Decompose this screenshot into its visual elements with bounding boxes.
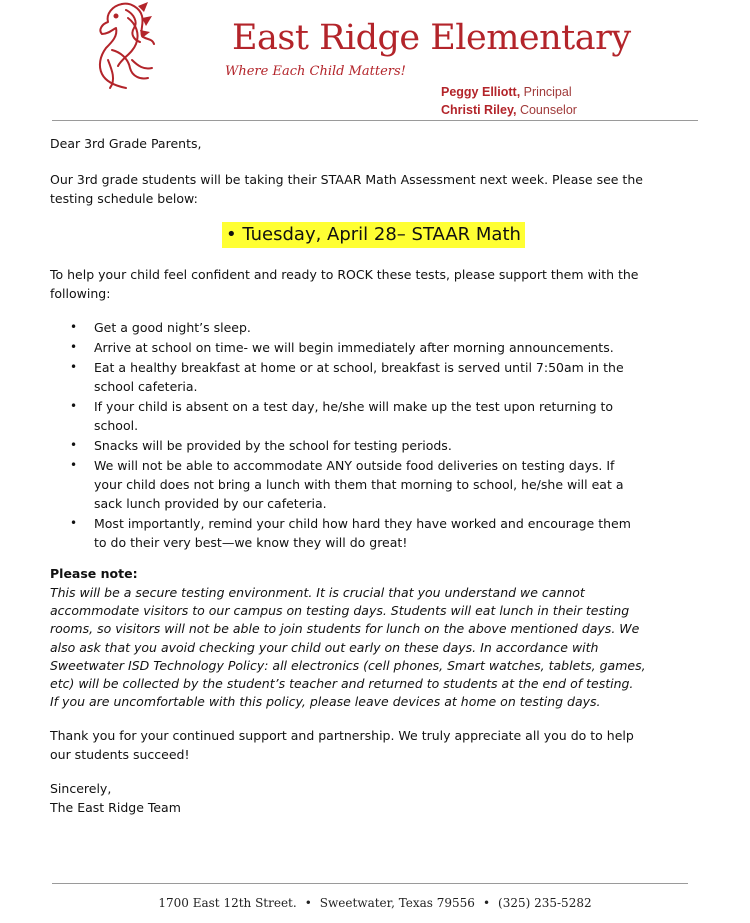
school-motto: Where Each Child Matters! [225, 64, 406, 79]
staff-role: Principal [520, 85, 572, 99]
bullet-icon: • [70, 340, 78, 354]
tip-text: Eat a healthy breakfast at home or at school, breakfast is served until 7:50am in the school cafeteria. [94, 360, 624, 394]
tip-text: Most importantly, remind your child how hard they have worked and encourage them to do their very best—we know they will do great! [94, 516, 631, 550]
footer-phone: (325) 235-5282 [498, 896, 592, 910]
list-item [50, 514, 700, 552]
staff-counselor [441, 103, 577, 117]
thanks-paragraph: Thank you for your continued support and partnership. We truly appreciate all you do to help our students succeed! [50, 728, 634, 762]
tip-text: Arrive at school on time- we will begin immediately after morning announcements. [94, 340, 614, 355]
note-heading: Please note: [50, 566, 138, 581]
list-item [50, 436, 700, 455]
list-item [50, 338, 700, 357]
staff-name: Christi Riley, [441, 103, 517, 117]
signature-block: Sincerely, The East Ridge Team [50, 781, 181, 815]
mustang-logo-icon [82, 0, 156, 92]
intro-paragraph: Our 3rd grade students will be taking their STAAR Math Assessment next week. Please see the testing schedule below: [50, 172, 643, 206]
footer-city: Sweetwater, Texas 79556 [319, 896, 475, 910]
tip-text: We will not be able to accommodate ANY outside food deliveries on testing days. If your child does not bring a lunch with them that morning to school, he/she will eat a sack lunch provided by our cafeteria. [94, 458, 624, 511]
schedule-highlight [222, 222, 525, 248]
schedule-item [222, 222, 525, 248]
greeting: Dear 3rd Grade Parents, [50, 136, 202, 151]
schedule-bullet-icon: • [226, 224, 237, 245]
staff-role: Counselor [516, 103, 577, 117]
list-item [50, 358, 700, 396]
header-divider [52, 120, 698, 121]
bullet-icon: • [70, 399, 78, 413]
separator-dot-icon: • [304, 896, 312, 910]
staff-principal [441, 85, 572, 99]
support-paragraph: To help your child feel confident and ready to ROCK these tests, please support them with the following: [50, 267, 639, 301]
staff-name: Peggy Elliott, [441, 85, 521, 99]
tips-list [50, 318, 700, 553]
bullet-icon: • [70, 320, 78, 334]
tip-text: If your child is absent on a test day, he/she will make up the test upon returning to school. [94, 399, 614, 433]
bullet-icon: • [70, 516, 78, 530]
bullet-icon: • [70, 438, 78, 452]
footer-address: 1700 East 12th Street. [158, 896, 297, 910]
list-item [50, 397, 700, 435]
school-name: East Ridge Elementary [232, 18, 631, 58]
footer-divider [52, 883, 688, 884]
separator-dot-icon: • [482, 896, 491, 910]
bullet-icon: • [70, 458, 78, 472]
footer-contact [0, 896, 750, 910]
tip-text: Snacks will be provided by the school for testing periods. [94, 438, 452, 453]
list-item [50, 456, 700, 513]
schedule-text: Tuesday, April 28– STAAR Math [242, 224, 521, 245]
tip-text: Get a good night’s sleep. [94, 320, 251, 335]
bullet-icon: • [70, 360, 78, 374]
list-item [50, 318, 700, 337]
note-body: This will be a secure testing environment. It is crucial that you understand we cannot accommodate visitors to our campus on testing days. Students will eat lunch in their testing rooms, so visitors will not be able to join students for lunch on the above mentioned days. We also ask that you avoid checking your child out early on these days. In accordance with Sweetwater ISD Technology Policy: all electronics (cell phones, Smart watches, tablets, games, etc) will be collected by the student’s teacher and returned to students at the end of testing. If you are uncomfortable with this policy, please leave devices at home on testing days. [50, 585, 646, 710]
